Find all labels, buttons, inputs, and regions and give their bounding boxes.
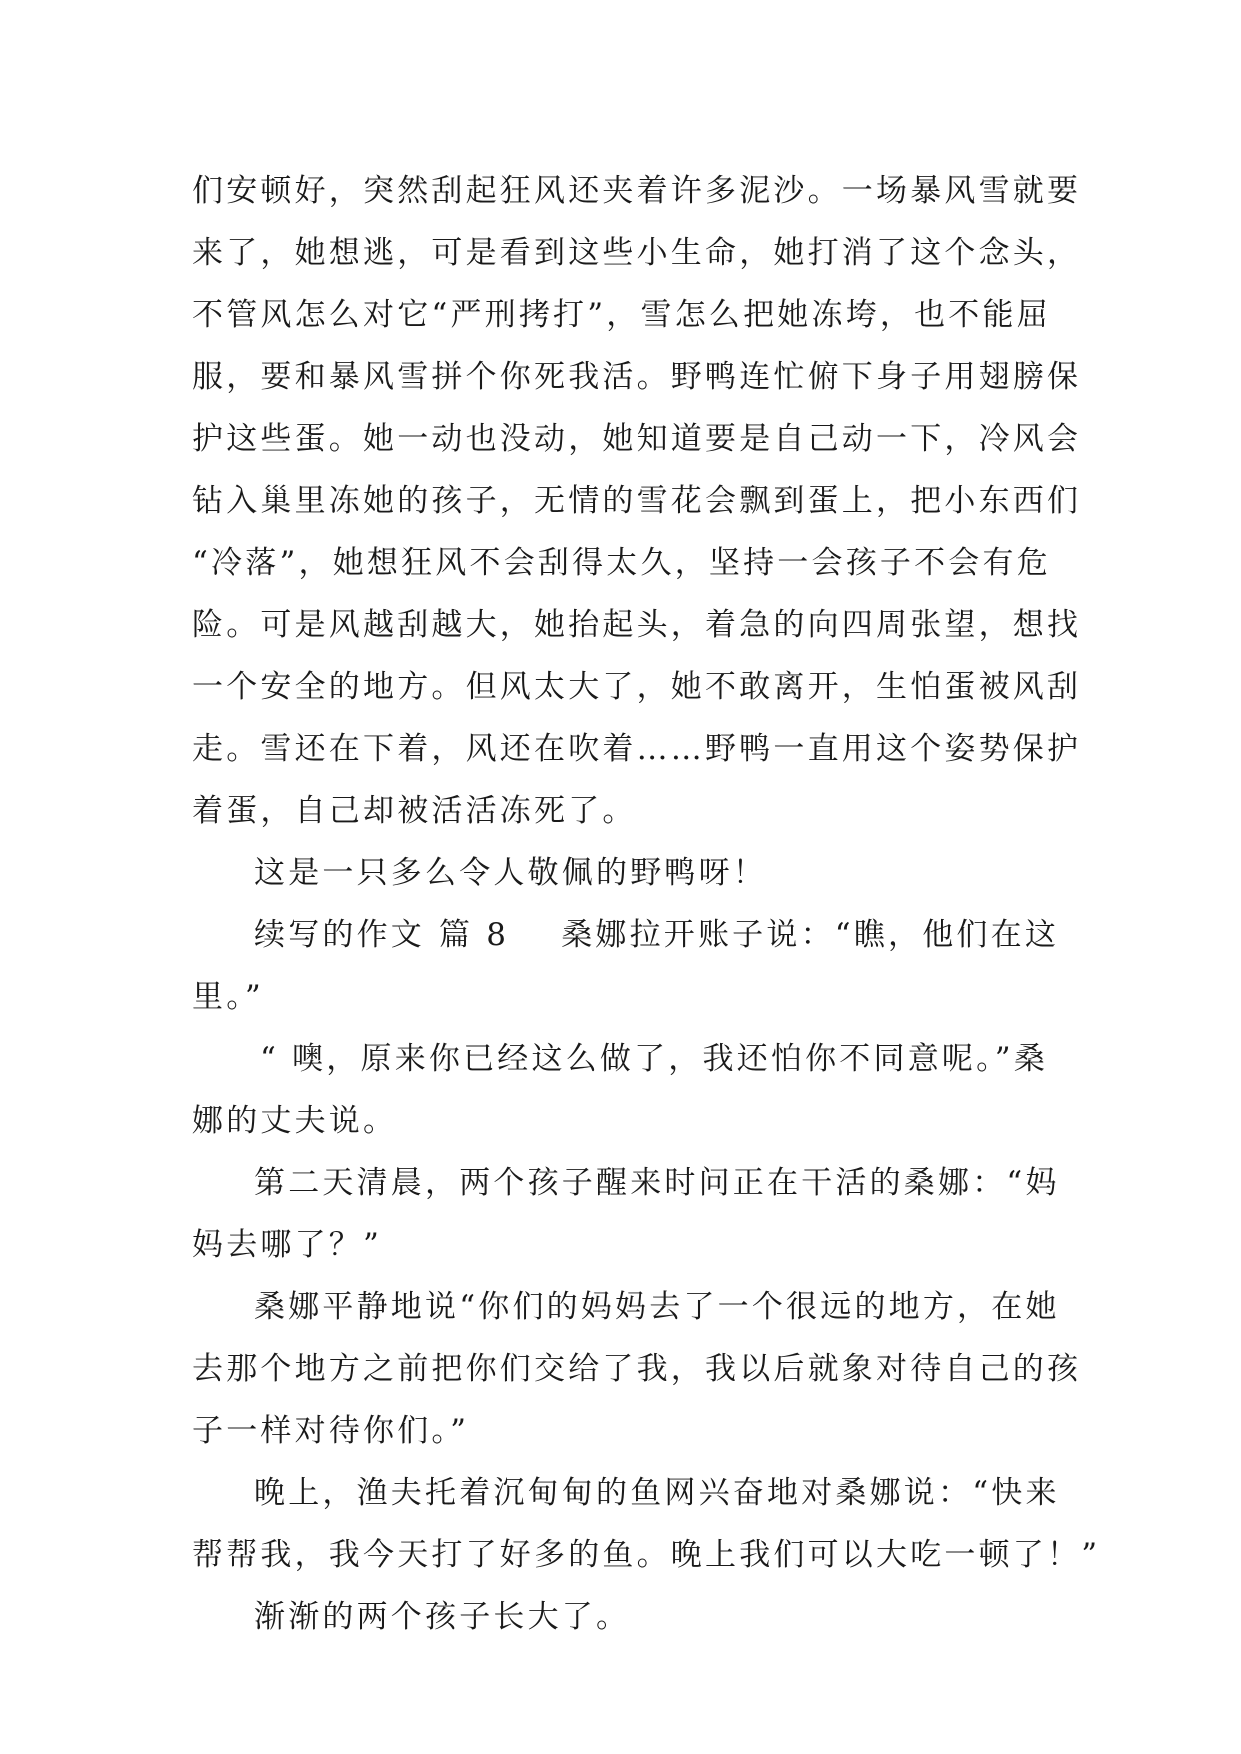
text-line: 来了，她想逃，可是看到这些小生命，她打消了这个念头，: [192, 235, 1082, 271]
text-line: 们安顿好，突然刮起狂风还夹着许多泥沙。一场暴风雪就要: [192, 173, 1082, 209]
text-line: “冷落”，她想狂风不会刮得太久，坚持一会孩子不会有危: [192, 545, 1051, 581]
text-line: 晚上，渔夫托着沉甸甸的鱼网兴奋地对桑娜说：“快来: [254, 1475, 1060, 1511]
text-line: 渐渐的两个孩子长大了。: [254, 1599, 631, 1635]
paragraph-evening: [192, 1462, 1101, 1586]
essay-heading: 续写的作文: [254, 917, 425, 953]
text-line: 护这些蛋。她一动也没动，她知道要是自己动一下，冷风会: [192, 421, 1082, 457]
paragraph-section-8: [192, 904, 1060, 1028]
text-line: 桑娜平静地说“你们的妈妈去了一个很远的地方，在她: [254, 1289, 1060, 1325]
text-line: 一个安全的地方。但风太大了，她不敢离开，生怕蛋被风刮: [192, 669, 1082, 705]
document-body: [192, 160, 1101, 1648]
text-line: 走。雪还在下着，风还在吹着……野鸭一直用这个姿势保护: [192, 731, 1082, 767]
paragraph-admiration: [192, 842, 1052, 904]
text-line: 子一样对待你们。”: [192, 1413, 470, 1449]
text-line: 这是一只多么令人敬佩的野鸭呀！: [254, 855, 767, 891]
paragraph-grown-up: [192, 1586, 1052, 1648]
text-line: 服，要和暴风雪拼个你死我活。野鸭连忙俯下身子用翅膀保: [192, 359, 1082, 395]
text-line: 不管风怎么对它“严刑拷打”，雪怎么把她冻垮，也不能屈: [192, 297, 1051, 333]
section-heading-line: [192, 904, 1060, 966]
text-line: “ 噢，原来你已经这么做了，我还怕你不同意呢。”桑: [260, 1041, 1049, 1077]
text-line: 里。”: [192, 979, 264, 1015]
text-line: 妈去哪了？”: [192, 1227, 383, 1263]
text-line: 险。可是风越刮越大，她抬起头，着急的向四周张望，想找: [192, 607, 1082, 643]
text-line: 娜的丈夫说。: [192, 1103, 398, 1139]
paragraph-next-morning: [192, 1152, 1060, 1276]
paragraph-sangna-reply: [192, 1276, 1082, 1462]
text-line: 帮帮我，我今天打了好多的鱼。晚上我们可以大吃一顿了！”: [192, 1537, 1101, 1573]
text-line: 着蛋，自己却被活活冻死了。: [192, 793, 637, 829]
section-number: 篇 8: [439, 917, 510, 953]
paragraph-husband: [192, 1028, 1052, 1152]
text-line: 钻入巢里冻她的孩子，无情的雪花会飘到蛋上，把小东西们: [192, 483, 1082, 519]
paragraph-duck-story: [192, 160, 1082, 842]
text-line: 去那个地方之前把你们交给了我，我以后就象对待自己的孩: [192, 1351, 1082, 1387]
text-line: 第二天清晨，两个孩子醒来时问正在干活的桑娜：“妈: [254, 1165, 1060, 1201]
text-line: 桑娜拉开账子说：“瞧，他们在这: [561, 917, 1060, 953]
